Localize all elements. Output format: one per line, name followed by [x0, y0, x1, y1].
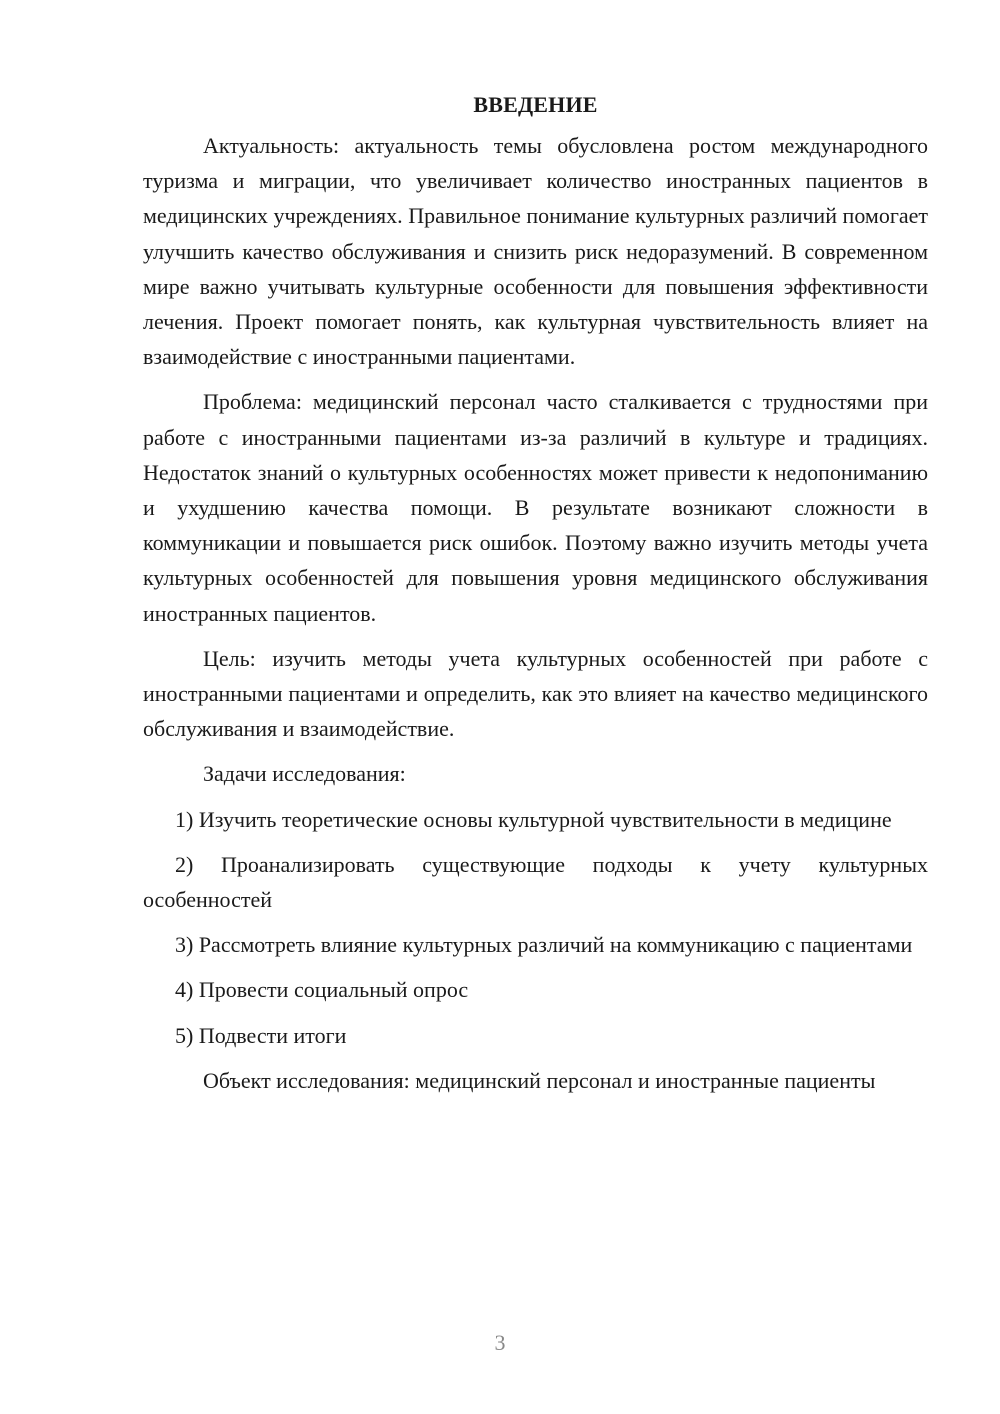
paragraph-object: Объект исследования: медицинский персонал и иностранные пациенты [203, 1067, 876, 1093]
section-title: ВВЕДЕНИЕ [473, 92, 598, 117]
task-item-1: 1) Изучить теоретические основы культурной чувствительности в медицине [175, 806, 892, 832]
page-number: 3 [494, 1330, 506, 1355]
document-page [143, 90, 928, 1108]
paragraph-relevance: Актуальность: актуальность темы обусловлена ростом международного туризма и миграции, что увеличивает количество иностранных пациентов в медицинских учреждениях. Правильное понимание культурных различий помогает улучшить качество обслуживания и снизить риск недоразумений. В современном мире важно учитывать культурные особенности для повышения эффективности лечения. Проект помогает понять, как культурная чувствительность влияет на взаимодействие с иностранными пациентами. [143, 133, 928, 370]
task-item-2: 2) Проанализировать существующие подходы к учету культурных особенностей [143, 851, 928, 913]
task-item-5: 5) Подвести итоги [175, 1022, 347, 1048]
paragraph-tasks-heading: Задачи исследования: [203, 761, 406, 787]
task-item-3: 3) Рассмотреть влияние культурных различий на коммуникацию с пациентами [175, 932, 913, 958]
task-item-4: 4) Провести социальный опрос [175, 977, 469, 1003]
paragraph-problem: Проблема: медицинский персонал часто сталкивается с трудностями при работе с иностранными пациентами из-за различий в культуре и традициях. Недостаток знаний о культурных особенностях может привести к недопониманию и ухудшению качества помощи. В результате возникают сложности в коммуникации и повышается риск ошибок. Поэтому важно изучить методы учета культурных особенностей для повышения уровня медицинского обслуживания иностранных пациентов. [143, 389, 928, 626]
paragraph-goal: Цель: изучить методы учета культурных особенностей при работе с иностранными пациентами и определить, как это влияет на качество медицинского обслуживания и взаимодействие. [143, 645, 928, 742]
